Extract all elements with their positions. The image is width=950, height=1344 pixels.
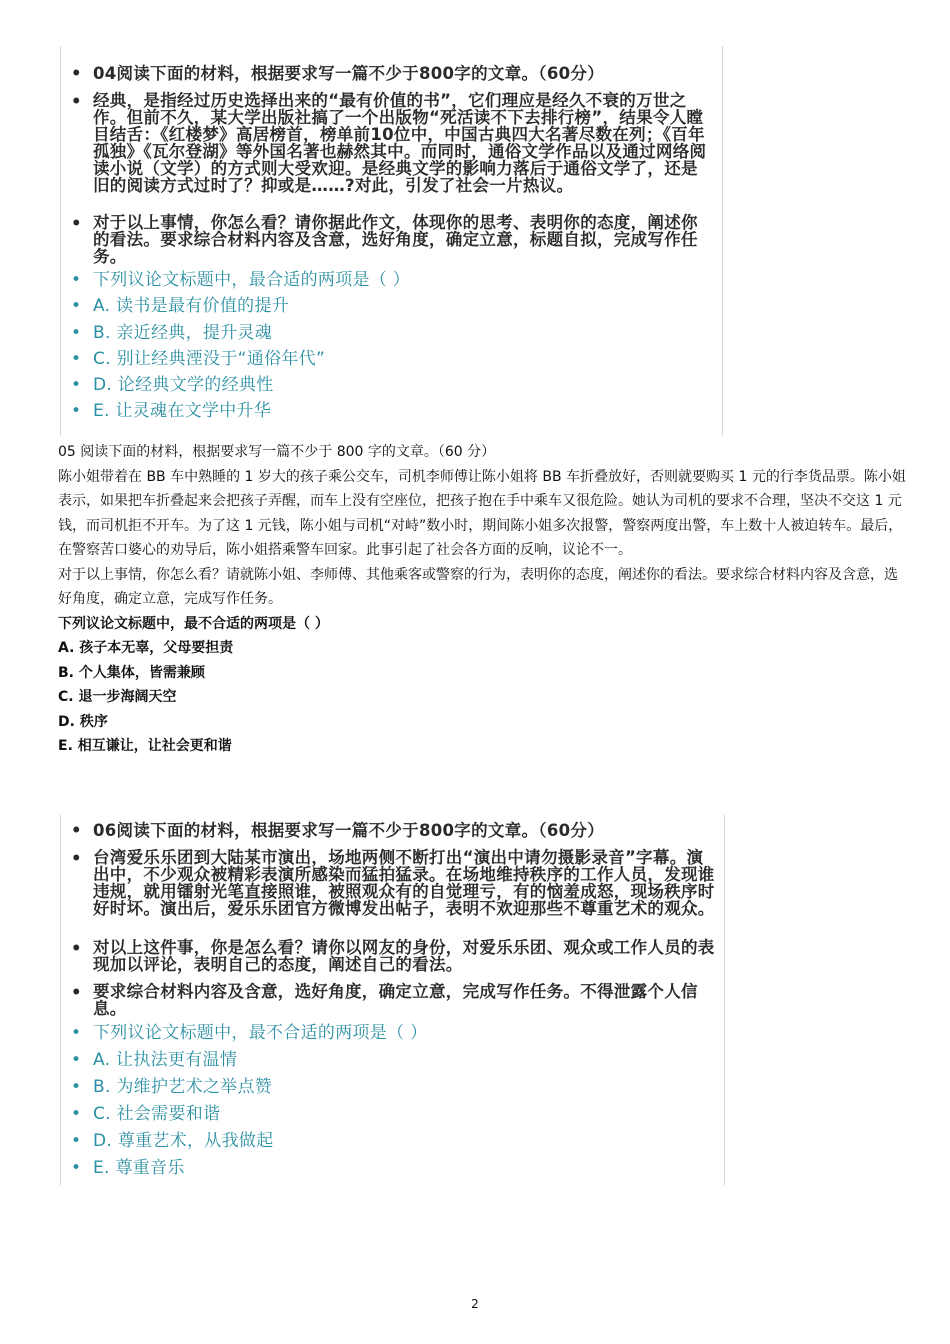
slide04-option-c: • C. 别让经典湮没于“通俗年代” xyxy=(71,349,326,369)
slide06-option-c: • C. 社会需要和谐 xyxy=(71,1104,221,1124)
slide06-comment: • 对以上这件事，你是怎么看？请你以网友的身份，对爱乐乐团、观众或工作人员的表现加以评论，表明自己的态度，阐述自己的看法。 xyxy=(71,938,715,974)
slide-image-04 xyxy=(60,46,723,436)
slide06-requirement: • 要求综合材料内容及含意，选好角度，确定立意，完成写作任务。不得泄露个人信息。 xyxy=(71,982,698,1018)
slide04-question: • 下列议论文标题中，最合适的两项是（ ） xyxy=(71,270,411,290)
slide06-option-d: • D. 尊重艺术，从我做起 xyxy=(71,1131,274,1151)
slide06-material: • 台湾爱乐乐团到大陆某市演出，场地两侧不断打出“演出中请勿摄影录音”字幕。演出中，不少观众被精彩表演所感染而猛拍猛录。在场地维持秩序的工作人员，发现谁违规，就用镭射光笔直接照谁，被照观众有的自觉理亏，有的恼羞成怒，现场秩序时好时坏。演出后，爱乐乐团官方微博发出帖子，表明不欢迎那些不尊重艺术的观众。 xyxy=(71,848,715,918)
slide04-option-b: • B. 亲近经典，提升灵魂 xyxy=(71,323,273,343)
slide06-option-b: • B. 为维护艺术之举点赞 xyxy=(71,1077,273,1097)
page-number: 2 xyxy=(471,1297,479,1311)
section-05 xyxy=(58,440,906,759)
section05-title: 05 阅读下面的材料，根据要求写一篇不少于 800 字的文章。（60 分） xyxy=(58,444,496,460)
slide04-option-d: • D. 论经典文学的经典性 xyxy=(71,375,274,395)
section05-question: 下列议论文标题中，最不合适的两项是（ ） xyxy=(58,615,329,632)
slide04-material: • 经典，是指经过历史选择出来的“最有价值的书”，它们理应是经久不衰的万世之作。但前不久，某大学出版社搞了一个出版物“死活读不下去排行榜”，结果令人瞠目结舌：《红楼梦》高居榜首，榜单前10位中，中国古典四大名著尽数在列；《百年孤独》《瓦尔登湖》等外国名著也赫然其中。而同时，通俗文学作品以及通过网络阅读小说（文学）的方式则大受欢迎。是经典文学的影响力落后于通俗文学了，还是旧的阅读方式过时了？抑或是……?对此，引发了社会一片热议。 xyxy=(71,91,707,195)
slide06-option-e: • E. 尊重音乐 xyxy=(71,1158,185,1178)
section05-requirement: 对于以上事情，你怎么看？请就陈小姐、李师傅、其他乘客或警察的行为，表明你的态度，阐述你的看法。要求综合材料内容及含意，选好角度，确定立意，完成写作任务。 xyxy=(58,566,898,607)
section05-option-c: C. 退一步海阔天空 xyxy=(58,689,177,705)
slide04-requirement: • 对于以上事情，你怎么看？请你据此作文，体现你的思考、表明你的态度，阐述你的看法。要求综合材料内容及含意，选好角度，确定立意，标题自拟，完成写作任务。 xyxy=(71,213,698,266)
section05-option-b: B. 个人集体，皆需兼顾 xyxy=(58,664,205,681)
slide06-option-a: • A. 让执法更有温情 xyxy=(71,1050,238,1070)
section05-option-e: E. 相互谦让，让社会更和谐 xyxy=(58,738,232,754)
section05-material: 陈小姐带着在 BB 车中熟睡的 1 岁大的孩子乘公交车，司机李师傅让陈小姐将 BB 车折叠放好，否则就要购买 1 元的行李货品票。陈小姐表示，如果把车折叠起来会把孩子弄醒，而车上没有空座位，把孩子抱在手中乘车又很危险。她认为司机的要求不合理，坚决不交这 1 元钱，而司机拒不开车。为了这 1 元钱，陈小姐与司机“对峙”数小时，期间陈小姐多次报警，警察两度出警，车上数十人被迫转车。最后，在警察苦口婆心的劝导后，陈小姐搭乘警车回家。此事引起了社会各方面的反响，议论不一。 xyxy=(58,468,906,558)
slide04-option-e: • E. 让灵魂在文学中升华 xyxy=(71,401,272,421)
slide04-title: • 04阅读下面的材料，根据要求写一篇不少于800字的文章。（60分） xyxy=(71,64,605,83)
section05-option-d: D. 秩序 xyxy=(58,713,108,730)
slide-image-06 xyxy=(60,815,725,1185)
section05-option-a: A. 孩子本无辜，父母要担责 xyxy=(58,640,234,656)
slide04-option-a: • A. 读书是最有价值的提升 xyxy=(71,296,290,316)
slide06-title: • 06阅读下面的材料，根据要求写一篇不少于800字的文章。（60分） xyxy=(71,821,605,840)
slide06-question: • 下列议论文标题中，最不合适的两项是（ ） xyxy=(71,1023,428,1043)
